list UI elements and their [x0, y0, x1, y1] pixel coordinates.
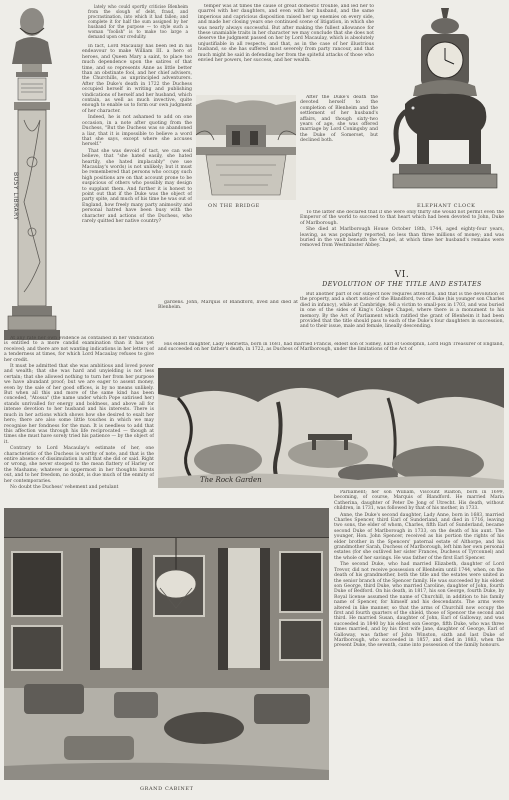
elephant-clock-illustration	[385, 4, 505, 199]
section-heading	[300, 270, 504, 288]
left-para-3: That she was devoid of tact, we can well believe, that "she hated easily, she hated heartily, she hated implacably" (we use Macaulay's words) is not unlikely; but it must be remembered that persons who occupy such high positions are on that account prone to be suspicious of others who possibly may design to supplant them. And further it is honest to point out that if the Duke was the object of party spite, and much of his time he was out of England, how freely many party animosity and personal hatred have been busy with the character and actions of the Duchess, who rarely quitted her native country?	[82, 148, 192, 224]
middle-column-upper	[198, 4, 374, 92]
left-para-6: Contrary to Lord Macaulay's estimate of her, one characteristic of the Duchess is worthy of note, and that is the entire absence of dissimulation in all that she did or said. Right or wrong, she never stooped to the mean flattery of Harley or the Mashams; whatever is uppermost in her thoughts bursts out, and to her freedom, no doubt, is due much of the enmity of her contemporaries.	[4, 446, 154, 484]
right-para-2: She died at Marlborough House October 18th, 1744, aged eighty-four years, leaving, as was popularly reported, no less than three millions of money; and was buried in the vault beneath the Chapel, at which time her husband's remains were removed from Westminster Abbey.	[300, 227, 504, 249]
elephant-clock-drawing	[385, 4, 505, 199]
section-number: VI.	[394, 270, 410, 280]
left-para-4: At any rate her own evidence as contained in her vindication is entitled to a more candid examination than it has yet received; and there are not wanting indications in her letters of a tenderness at times, for which Lord Macaulay refuses to give her credit.	[4, 336, 154, 363]
cabinet-caption: GRAND CABINET	[140, 786, 194, 792]
intro-paragraph	[88, 4, 188, 46]
wide-paragraph	[158, 300, 298, 340]
mid-para-1: temper was at times the cause of great domestic trouble, and led her to quarrel with her daughters, and even with her husband, and the same imperious and capricious disposition raised her up enemies on every side, and made her closing years one continued scene of litigation, in which she was nearly always successful. But after making the fullest allowance for these unamiable traits in her character we may conclude that she does not deserve the judgment passed on her by Lord Macaulay, which is absolutely unjustifiable in all respects; and that, as in the case of her illustrious husband, so she has suffered most severely from party rancour, and that much might be said in defending her from the spiteful attacks of those who envied her powers, her success, and her wealth.	[198, 4, 374, 64]
bottom-right-column	[334, 490, 504, 790]
left-para-2: Indeed, he is not ashamed to add on one occasion, in a note after quoting from the Duchess, "But the Duchess was so abandoned a liar, that it is impossible to believe a word that she says, except where she accuses herself."	[82, 115, 192, 148]
gardens-para: gardens. John, Marquis of Blandford, lived and died at Blenheim.	[158, 300, 298, 311]
rock-garden-caption: The Rock Garden	[200, 476, 262, 484]
left-para-7: No doubt the Duchess' vehement and petulant	[10, 484, 119, 490]
grand-cabinet-drawing	[4, 508, 329, 780]
bottom-para-3: The second Duke, who had married Elizabeth, daughter of Lord Trevor, did not receive possession of Blenheim until 1744, when, on the death of his grandmother, both the title and the estates were united in the senior branch of the Spencer family. He was succeeded by his eldest son George, third Duke, who married Caroline, daughter of John, fourth Duke of Bedford. On his death, in 1817, his son George, fourth Duke, by Royal license assumed the name of Churchill, in addition to his family name of Spencer, for himself and his descendants. The arms were altered in like manner, so that the arms of Churchill now occupy the first and fourth quarters of the shield, those of Spencer the second and third. He married Susan, daughter of John, Earl of Galloway, and was succeeded in 1840 by his eldest son George, fifth Duke, who was three times married, and by his first wife Jane, daughter of George, Earl of Galloway, was father of John Winston, sixth and last Duke of Marlborough, who succeeded in 1857, and died in 1883, when the present Duke, the seventh, came into possession of the family honours.	[334, 562, 504, 649]
right-para-1: To the latter she declared that if she were only thirty she would not permit even the Emperor of the world to succeed to that heart which had been devoted to John, Duke of Marlborough.	[300, 210, 504, 226]
bottom-para-1: Parliament; her son William, Viscount Rialton, born in 1699, becoming, of course, Marquis of Blandford. He married Maria Catherina, daughter of Peter De Jong of Utrecht. His death, without children, in 1731, was followed by that of his mother, in 1733.	[334, 490, 504, 512]
bridge-drawing	[196, 95, 296, 200]
bust-sign: BUSY LIBRARY	[12, 172, 19, 221]
rock-garden-drawing	[158, 368, 504, 488]
left-column-upper	[82, 44, 192, 334]
left-para-1: In fact, Lord Macaulay has been led in his endeavour to make William III. a hero of heroes, and Queen Mary a saint, to place too much dependence upon the satires of that time, and so represents Anne as little better than an obstinate fool, and her chief advisers, the Churchills, as unprincipled adventurers. After the Duke's death in 1722 the Duchess occupied herself in writing and publishing vindications of herself and her husband, which contain, as well as much invective, quite enough to enable us to form our own judgment of her character.	[82, 44, 192, 114]
bridge-illustration	[196, 95, 296, 200]
grand-cabinet-illustration	[4, 508, 329, 780]
left-column-lower	[4, 336, 154, 506]
rock-garden-illustration	[158, 368, 504, 488]
section-title: DEVOLUTION OF THE TITLE AND ESTATES	[322, 281, 482, 288]
right-para-3: But another part of our subject now requires attention, and that is the devolution of the property, and a short notice of the Blandford, two of Duke (his younger son Charles died in infancy), while at Cambridge, fell a victim to small-pox in 1703, and was buried in one of the sides of King's College Chapel, where there is a monument to his memory. By the Act of Parliament which ratified the grant of Blenheim it had been provided that the title should pass to each of the Duke's four daughters in succession, and to their issue, male and female, lineally descending.	[300, 292, 504, 330]
left-para-5: It must be admitted that she was ambitious and loved power and wealth; that she was hard and unyielding is not less certain; that she allowed nothing to turn her from her purpose we have abundant proof; but we are eager to assent money, even by the sale of her good offices, is by no means unlikely. But when all this and more of the same kind has been conceded, "Atossa" (the name under which Pope satirised her) stands unrivalled for energy and boldness, and above all for intense devotion to her husband and his interests. There is much in her actions which shows how she desired to exalt her hero; there are also some little touches in which we may recognise her fondness for the man. It is needless to add that this affection was through his life reciprocated — though at times she must have sorely tried his patience — by the object of it.	[4, 364, 154, 445]
right-column-middle	[300, 292, 504, 342]
intro-text: lately who could sportly criticise Blenheim from the slough of debt, fraud, and procrastination, into which it had fallen; and complete it for half the sum assigned by her husband for the purpose — to style such a woman "foolish" is to make too large a demand upon our credulity.	[88, 4, 188, 39]
bottom-para-2: Anne, the Duke's second daughter, Lady Anne, born in 1683, married Charles Spencer, third Earl of Sunderland, and died in 1716, leaving two sons, the elder of whom, Charles, fifth Earl of Sunderland, became second Duke of Marlborough in 1733, on the death of his aunt. The younger, Hon. John Spencer, received as his portion the rights of his elder brother in the Spencers' paternal estate of Althorpe, and his grandmother Sarah, Duchess of Marlborough, left him her own personal estates (for she outlived her sister Frances, Duchess of Tyrconnel) and the whole of her savings. He was father of the first Earl Spencer.	[334, 512, 504, 561]
clock-caption: ELEPHANT CLOCK	[417, 203, 476, 209]
right-column-upper	[300, 210, 504, 270]
bridge-caption: ON THE BRIDGE	[208, 203, 260, 209]
right-para-4: His eldest daughter, Lady Henrietta, born in 1681, had married Francis, eldest son of Sidney, Earl of Godolphin, Lord High Treasurer of England, and succeeded on her father's death, in 1722, as Duchess of Marlborough, under the limitations of the Act of	[158, 342, 504, 353]
mid-para-2: After the Duke's death the devoted herself to the completion of Blenheim and the settlement of her husband's affairs, and though sixty-two years of age, she was offered marriage by Lord Coningsby and the Duke of Somerset, but declined both.	[300, 95, 378, 144]
right-column-wide	[158, 342, 504, 366]
